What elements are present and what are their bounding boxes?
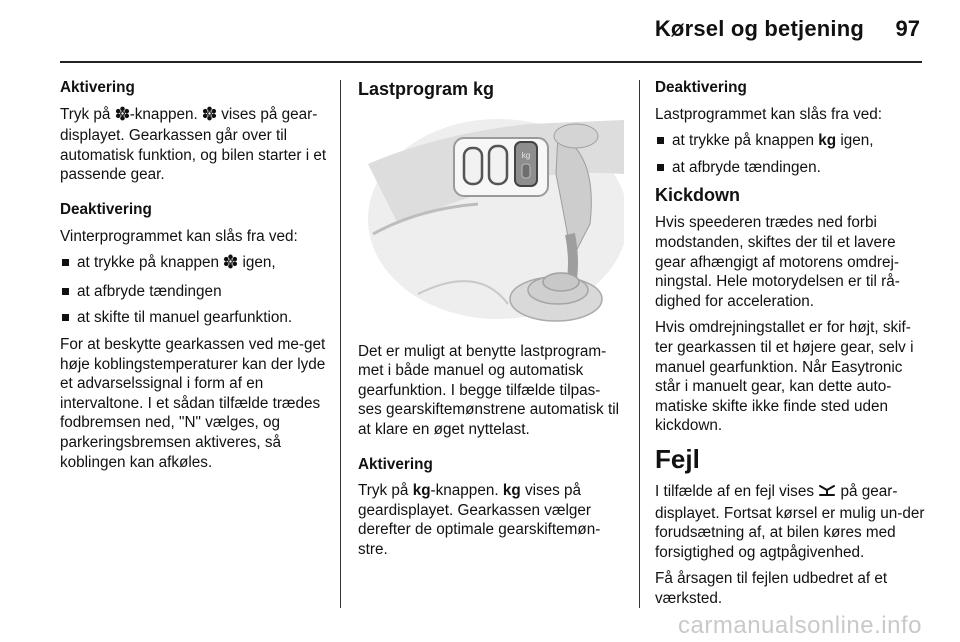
winter-deactivation-list: [60, 253, 332, 328]
text-segment: at trykke på knappen: [77, 254, 224, 272]
kickdown-title: Kickdown: [655, 185, 741, 206]
fault-title: Fejl: [655, 443, 700, 474]
winter-deactivation-intro: Vinterprogrammet kan slås fra ved:: [60, 227, 298, 245]
text-segment: vises på geardisplayet. Gearkassen vælger derefter de optimale gearskiftemøn-stre.: [358, 482, 601, 558]
list-item: at afbryde tændingen.: [655, 158, 925, 178]
load-activation-text: [358, 481, 624, 559]
text-segment: Tryk på: [60, 105, 115, 123]
kickdown-text: Hvis speederen trædes ned forbi modstanden, skiftes der til et lavere gear afhængigt af motorens omdrej-ningstal. Hele motorydelsen er til rå-dighed for acceleration.: [655, 214, 900, 310]
list-item: [60, 253, 332, 275]
column-divider-2: [639, 80, 640, 608]
column-3: [655, 78, 925, 615]
kg-label: kg: [502, 482, 521, 500]
load-deactivation-intro: Lastprogrammet kan slås fra ved:: [655, 105, 883, 123]
load-deactivation-heading: Deaktivering: [655, 79, 747, 96]
load-activation-heading: Aktivering: [358, 455, 433, 473]
kg-label: kg: [412, 482, 431, 500]
list-item: [655, 131, 925, 151]
kg-label: kg: [818, 132, 837, 150]
text-segment: Tryk på: [358, 482, 413, 500]
column-1: [60, 78, 332, 479]
page-title: Kørsel og betjening: [654, 16, 864, 41]
winter-deactivation-heading: Deaktivering: [60, 200, 152, 218]
header-rule: [60, 61, 922, 63]
snowflake-icon: [115, 106, 130, 127]
text-segment: -knappen.: [430, 482, 503, 500]
page-number: 97: [895, 16, 920, 41]
load-program-title: Lastprogram kg: [358, 79, 495, 99]
fault-text-2: Få årsagen til fejlen udbedret af et værksted.: [655, 570, 888, 607]
column-2: [358, 78, 624, 567]
gear-lever-illustration: [358, 114, 624, 330]
list-item: at skifte til manuel gearfunktion.: [60, 308, 332, 328]
text-segment: at trykke på knappen: [672, 132, 819, 150]
text-segment: igen,: [836, 132, 874, 150]
kg-button-label: kg: [521, 151, 531, 160]
fault-text: [655, 482, 925, 562]
kickdown-text-2: Hvis omdrejningstallet er for højt, skif-ter gearkassen til et højere gear, selv i manuel gearfunktion. Når Easytronic står i manuelt gear, kan dette auto-matiske skifte ikke finde sted uden kickdown.: [655, 319, 914, 435]
load-program-intro: Det er muligt at benytte lastprogram-met i både manuel og automatisk gearfunktion. I begge tilfælde tilpas-ses gearskiftemønstrene automatisk til at klare en øget nyttelast.: [358, 342, 619, 438]
snowflake-icon: [202, 106, 217, 127]
warning-paragraph: For at beskytte gearkassen ved me-get høje koblingstemperaturer kan der lyde et advarselssignal i form af en intervaltone. I et sådan tilfælde trædes fodbremsen ned, "N" vælges, og parkeringsbremsen aktiveres, så koblingen kan afkøles.: [60, 335, 326, 471]
column-divider-1: [340, 80, 341, 608]
gearbox-fault-icon: [818, 483, 836, 504]
text-segment: vises på gear-displayet. Gearkassen går over til automatisk funktion, og bilen starter i et passende gear.: [60, 105, 327, 184]
text-segment: på gear-displayet. Fortsat kørsel er mulig un-der forudsætning af, at bilen køres med forsigtighed og agtpågivenhed.: [655, 482, 925, 561]
text-segment: igen,: [238, 254, 276, 272]
list-item: at afbryde tændingen: [60, 282, 332, 302]
winter-activation-heading: Aktivering: [60, 79, 135, 96]
watermark: carmanualsonline.info: [678, 612, 922, 639]
text-segment: I tilfælde af en fejl vises: [655, 482, 819, 500]
load-deactivation-list: [655, 131, 925, 177]
text-segment: -knappen.: [129, 105, 202, 123]
winter-activation-text: [60, 105, 332, 185]
snowflake-icon: [223, 254, 238, 275]
